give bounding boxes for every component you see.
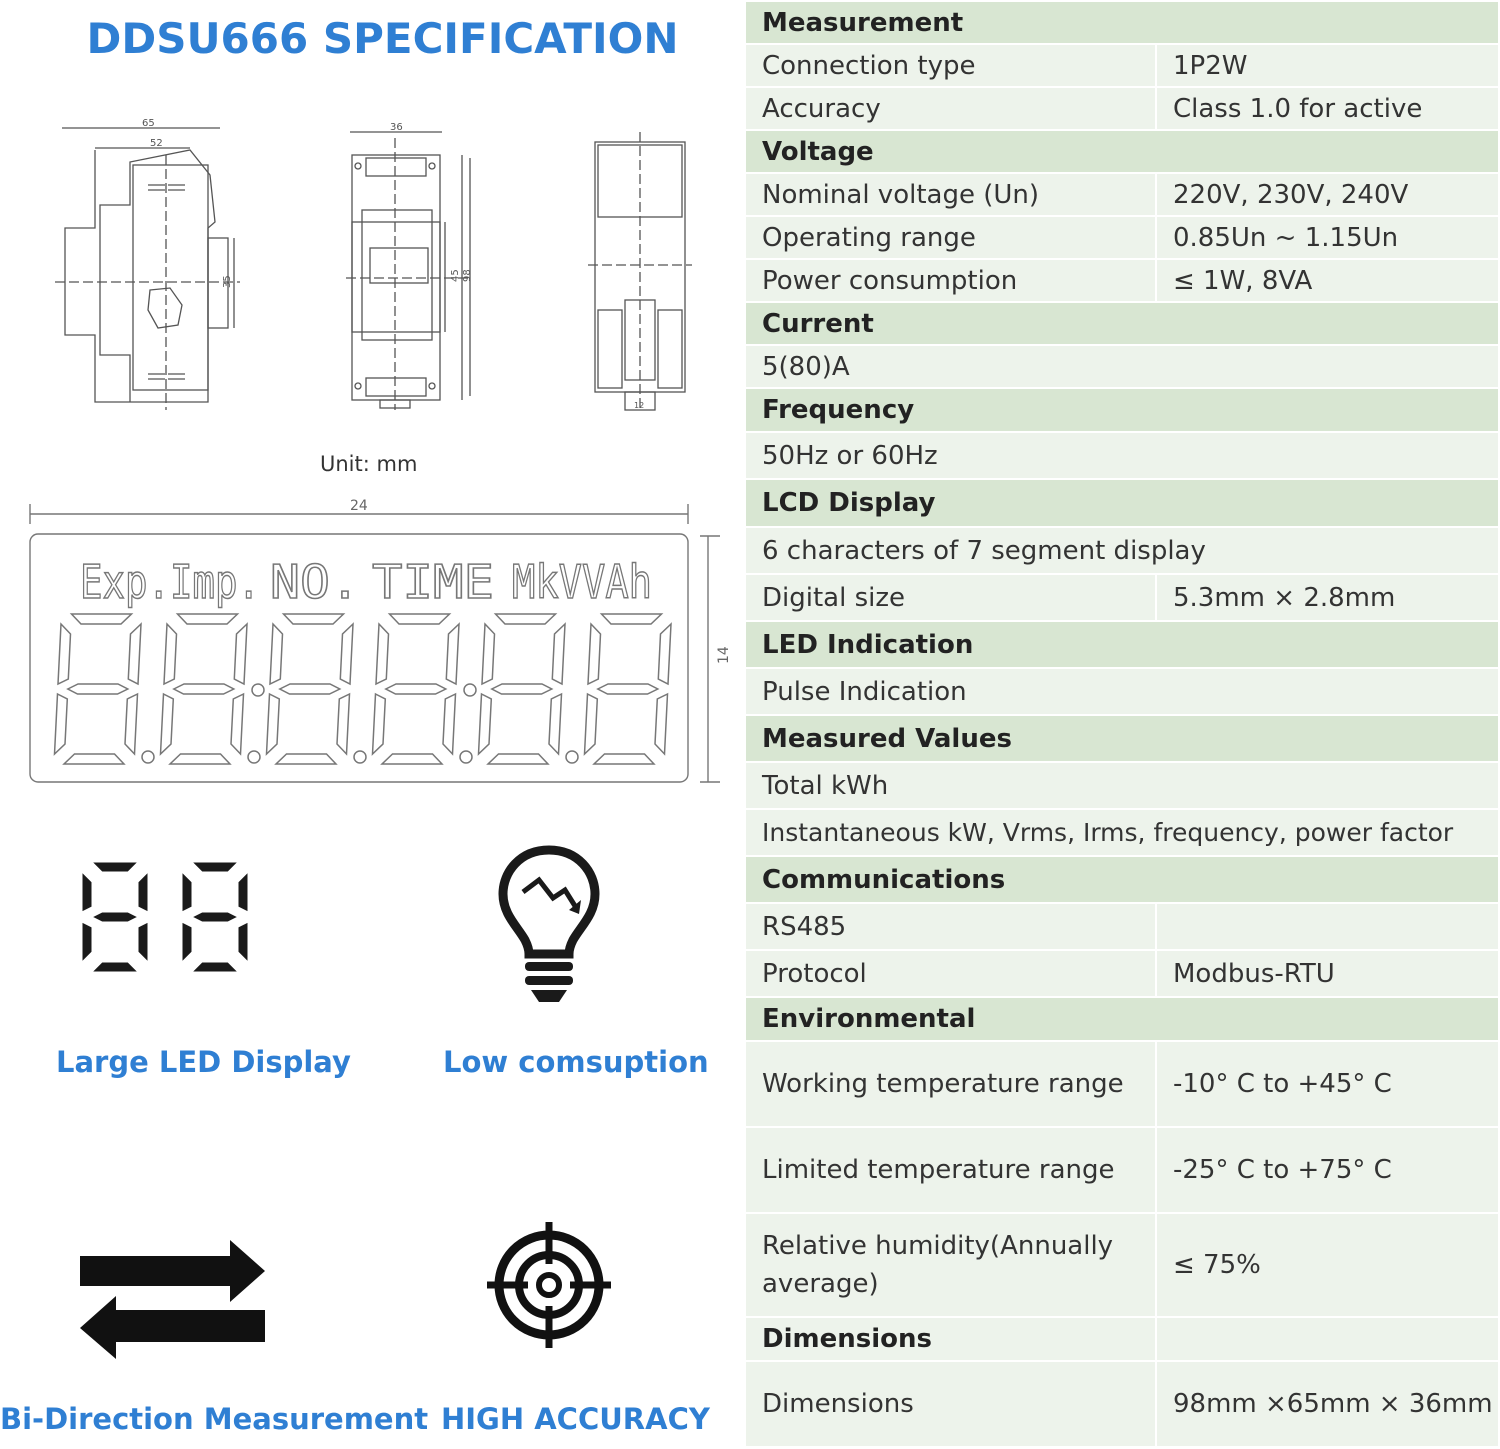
lcd-digit-3-segment-2	[382, 754, 442, 764]
unit-label: Unit: mm	[320, 452, 418, 476]
feature-large-led-display: Large LED Display	[56, 1045, 351, 1079]
lcd-digit-4-segment-1	[492, 684, 552, 694]
row-rs485	[746, 904, 1498, 949]
lcd-decimal-point	[248, 751, 260, 763]
lcd-seven-segment-digits	[55, 614, 672, 764]
feature-high-accuracy: HIGH ACCURACY	[441, 1402, 710, 1436]
rear-view-drawing	[588, 132, 692, 410]
page-title: DDSU666 SPECIFICATION	[86, 14, 679, 63]
dim-52: 52	[150, 138, 163, 149]
lcd-digit-3-segment-3	[376, 624, 389, 684]
icon-digit-0-segment-4	[138, 872, 148, 912]
row-label: Connection type	[762, 50, 976, 81]
row-value: 0.85Un ~ 1.15Un	[1155, 217, 1498, 258]
dim-45: 45	[450, 269, 461, 282]
row-value: Class 1.0 for active	[1155, 88, 1498, 129]
section-measurement	[746, 2, 1498, 43]
icon-digit-0-segment-3	[82, 872, 92, 912]
row-label: Instantaneous kW, Vrms, Irms, frequency, power factor	[762, 817, 1454, 847]
icon-digit-0-segment-0	[92, 862, 138, 872]
section-header: Frequency	[762, 395, 915, 425]
icon-digit-1-segment-6	[238, 922, 248, 962]
lcd-display-drawing	[20, 492, 745, 792]
lcd-digit-2-segment-1	[280, 684, 340, 694]
row-value: 5.3mm × 2.8mm	[1155, 575, 1498, 620]
lightbulb-icon	[495, 842, 603, 1007]
row-accuracy	[746, 88, 1498, 129]
lcd-digit-0-segment-3	[58, 624, 71, 684]
row-value: 1P2W	[1155, 45, 1498, 86]
section-header: Measurement	[762, 7, 964, 38]
lcd-decimal-point	[354, 751, 366, 763]
lcd-digit-4-segment-3	[482, 624, 495, 684]
row-label: Operating range	[762, 222, 976, 253]
section-header: Voltage	[762, 136, 874, 167]
icon-digit-1-segment-2	[192, 962, 238, 972]
icon-digit-0-segment-2	[92, 962, 138, 972]
row-value: 98mm ×65mm × 36mm	[1155, 1362, 1498, 1446]
row-nominal-voltage	[746, 174, 1498, 215]
row-frequency-value	[746, 433, 1498, 478]
row-pulse-indication	[746, 669, 1498, 714]
lcd-digit-2-segment-5	[267, 694, 280, 754]
feature-bi-direction-measurement: Bi-Direction Measurement	[0, 1402, 429, 1436]
lcd-digit-3-segment-4	[446, 624, 459, 684]
section-led-indication	[746, 622, 1498, 667]
lcd-digit-4-segment-2	[488, 754, 548, 764]
lcd-digit-2-segment-0	[284, 614, 344, 624]
lcd-digit-4-segment-4	[552, 624, 565, 684]
row-operating-range	[746, 217, 1498, 258]
section-lcd-display	[746, 480, 1498, 526]
lcd-digit-0-segment-2	[64, 754, 124, 764]
lcd-digit-1-segment-5	[161, 694, 174, 754]
section-header: Environmental	[762, 1004, 976, 1034]
lcd-decimal-point	[460, 751, 472, 763]
lcd-digit-1-segment-6	[231, 694, 244, 754]
lcd-digit-3-segment-6	[443, 694, 456, 754]
lcd-digit-4-segment-0	[496, 614, 556, 624]
row-working-temperature	[746, 1042, 1498, 1126]
row-label: Limited temperature range	[762, 1155, 1115, 1185]
row-label: 50Hz or 60Hz	[762, 440, 938, 471]
lcd-label-imp: Imp.	[170, 555, 260, 609]
icon-digit-1-segment-0	[192, 862, 238, 872]
row-limited-temperature	[746, 1128, 1498, 1212]
lcd-digit-0-segment-0	[72, 614, 132, 624]
lcd-digit-1-segment-4	[234, 624, 247, 684]
dimension-drawings	[0, 110, 745, 430]
icon-digit-1-segment-4	[238, 872, 248, 912]
row-value: -25° C to +75° C	[1155, 1128, 1498, 1212]
section-header: Dimensions	[762, 1324, 932, 1354]
row-digital-size	[746, 575, 1498, 620]
section-communications	[746, 857, 1498, 902]
lcd-decimal-point	[142, 751, 154, 763]
row-dimensions	[746, 1362, 1498, 1446]
row-power-consumption	[746, 260, 1498, 301]
lcd-digit-1-segment-0	[178, 614, 238, 624]
row-connection-type	[746, 45, 1498, 86]
section-dimensions-empty-cell	[1155, 1318, 1498, 1360]
lcd-digit-1-segment-3	[164, 624, 177, 684]
lcd-digit-2-segment-6	[337, 694, 350, 754]
dim-35: 35	[222, 275, 233, 288]
lcd-label-time: TIME	[372, 555, 494, 609]
lcd-label-mkvvah: MkVVAh	[512, 555, 652, 609]
section-header: Measured Values	[762, 723, 1012, 754]
lcd-digit-5-segment-5	[585, 694, 598, 754]
lcd-digit-2-segment-4	[340, 624, 353, 684]
lcd-digit-3-segment-5	[373, 694, 386, 754]
lcd-digit-5-segment-6	[655, 694, 668, 754]
row-lcd-characters	[746, 528, 1498, 573]
left-panel	[0, 0, 745, 1449]
lcd-digit-4-segment-6	[549, 694, 562, 754]
icon-digit-0-segment-1	[92, 912, 138, 922]
side-view-drawing	[55, 128, 240, 410]
section-header: LCD Display	[762, 488, 936, 518]
row-label: Relative humidity(Annually average)	[762, 1231, 1114, 1299]
lcd-colon-dot	[252, 684, 264, 696]
row-label: Power consumption	[762, 265, 1018, 296]
section-frequency	[746, 389, 1498, 431]
lcd-width-label: 24	[350, 498, 368, 514]
row-label: RS485	[762, 911, 847, 942]
lcd-digit-3-segment-1	[386, 684, 446, 694]
row-label: Pulse Indication	[762, 676, 967, 707]
lcd-height-label: 14	[716, 646, 732, 664]
section-measured-values	[746, 716, 1498, 761]
row-label: Working temperature range	[762, 1069, 1124, 1099]
row-value: ≤ 75%	[1155, 1214, 1498, 1316]
row-instantaneous	[746, 810, 1498, 855]
section-header: LED Indication	[762, 629, 974, 660]
row-value: -10° C to +45° C	[1155, 1042, 1498, 1126]
lcd-digit-0-segment-4	[128, 624, 141, 684]
lcd-digit-5-segment-0	[602, 614, 662, 624]
seven-segment-icon	[78, 858, 253, 976]
lcd-digit-5-segment-1	[598, 684, 658, 694]
dim-98: 98	[462, 269, 473, 282]
lcd-digit-5-segment-4	[658, 624, 671, 684]
section-current	[746, 303, 1498, 344]
row-total-kwh	[746, 763, 1498, 808]
lcd-decimal-point	[566, 751, 578, 763]
lcd-digit-3-segment-0	[390, 614, 450, 624]
icon-digit-1-segment-5	[182, 922, 192, 962]
row-label: Accuracy	[762, 93, 881, 124]
icon-digit-0-segment-5	[82, 922, 92, 962]
lcd-label-exp: Exp.	[80, 555, 170, 609]
section-header: Current	[762, 308, 874, 339]
lcd-digit-0-segment-6	[125, 694, 138, 754]
section-voltage	[746, 131, 1498, 172]
row-label: Dimensions	[762, 1389, 914, 1419]
row-value: 220V, 230V, 240V	[1155, 174, 1498, 215]
bidirection-arrows-icon	[78, 1238, 268, 1363]
row-relative-humidity	[746, 1214, 1498, 1316]
section-header: Communications	[762, 864, 1006, 895]
lcd-colon-dot	[464, 684, 476, 696]
spec-table	[746, 0, 1500, 1449]
dim-65: 65	[142, 118, 155, 129]
target-crosshair-icon	[485, 1220, 613, 1350]
lcd-digit-0-segment-5	[55, 694, 68, 754]
icon-digit-1-segment-1	[192, 912, 238, 922]
section-environmental	[746, 998, 1498, 1040]
section-dimensions	[746, 1318, 1498, 1360]
lcd-digit-2-segment-2	[276, 754, 336, 764]
lcd-digit-5-segment-2	[594, 754, 654, 764]
row-value: ≤ 1W, 8VA	[1155, 260, 1498, 301]
feature-low-consumption: Low comsuption	[443, 1045, 709, 1079]
dim-36: 36	[390, 122, 403, 133]
row-label: 6 characters of 7 segment display	[762, 535, 1206, 566]
lcd-digit-4-segment-5	[479, 694, 492, 754]
icon-digit-1-segment-3	[182, 872, 192, 912]
lcd-digit-1-segment-2	[170, 754, 230, 764]
row-protocol	[746, 951, 1498, 996]
row-current-value	[746, 346, 1498, 387]
row-label: Total kWh	[762, 770, 889, 801]
lcd-label-no: NO.	[270, 555, 360, 609]
row-value	[1155, 904, 1498, 949]
icon-digit-0-segment-6	[138, 922, 148, 962]
lcd-digit-1-segment-1	[174, 684, 234, 694]
row-label: 5(80)A	[762, 351, 850, 382]
lcd-digit-2-segment-3	[270, 624, 283, 684]
row-label: Nominal voltage (Un)	[762, 179, 1040, 210]
lcd-digit-0-segment-1	[68, 684, 128, 694]
row-label: Digital size	[762, 582, 905, 613]
row-value: Modbus-RTU	[1155, 951, 1498, 996]
row-label: Protocol	[762, 958, 867, 989]
dim-12: 12	[634, 401, 645, 410]
lcd-digit-5-segment-3	[588, 624, 601, 684]
